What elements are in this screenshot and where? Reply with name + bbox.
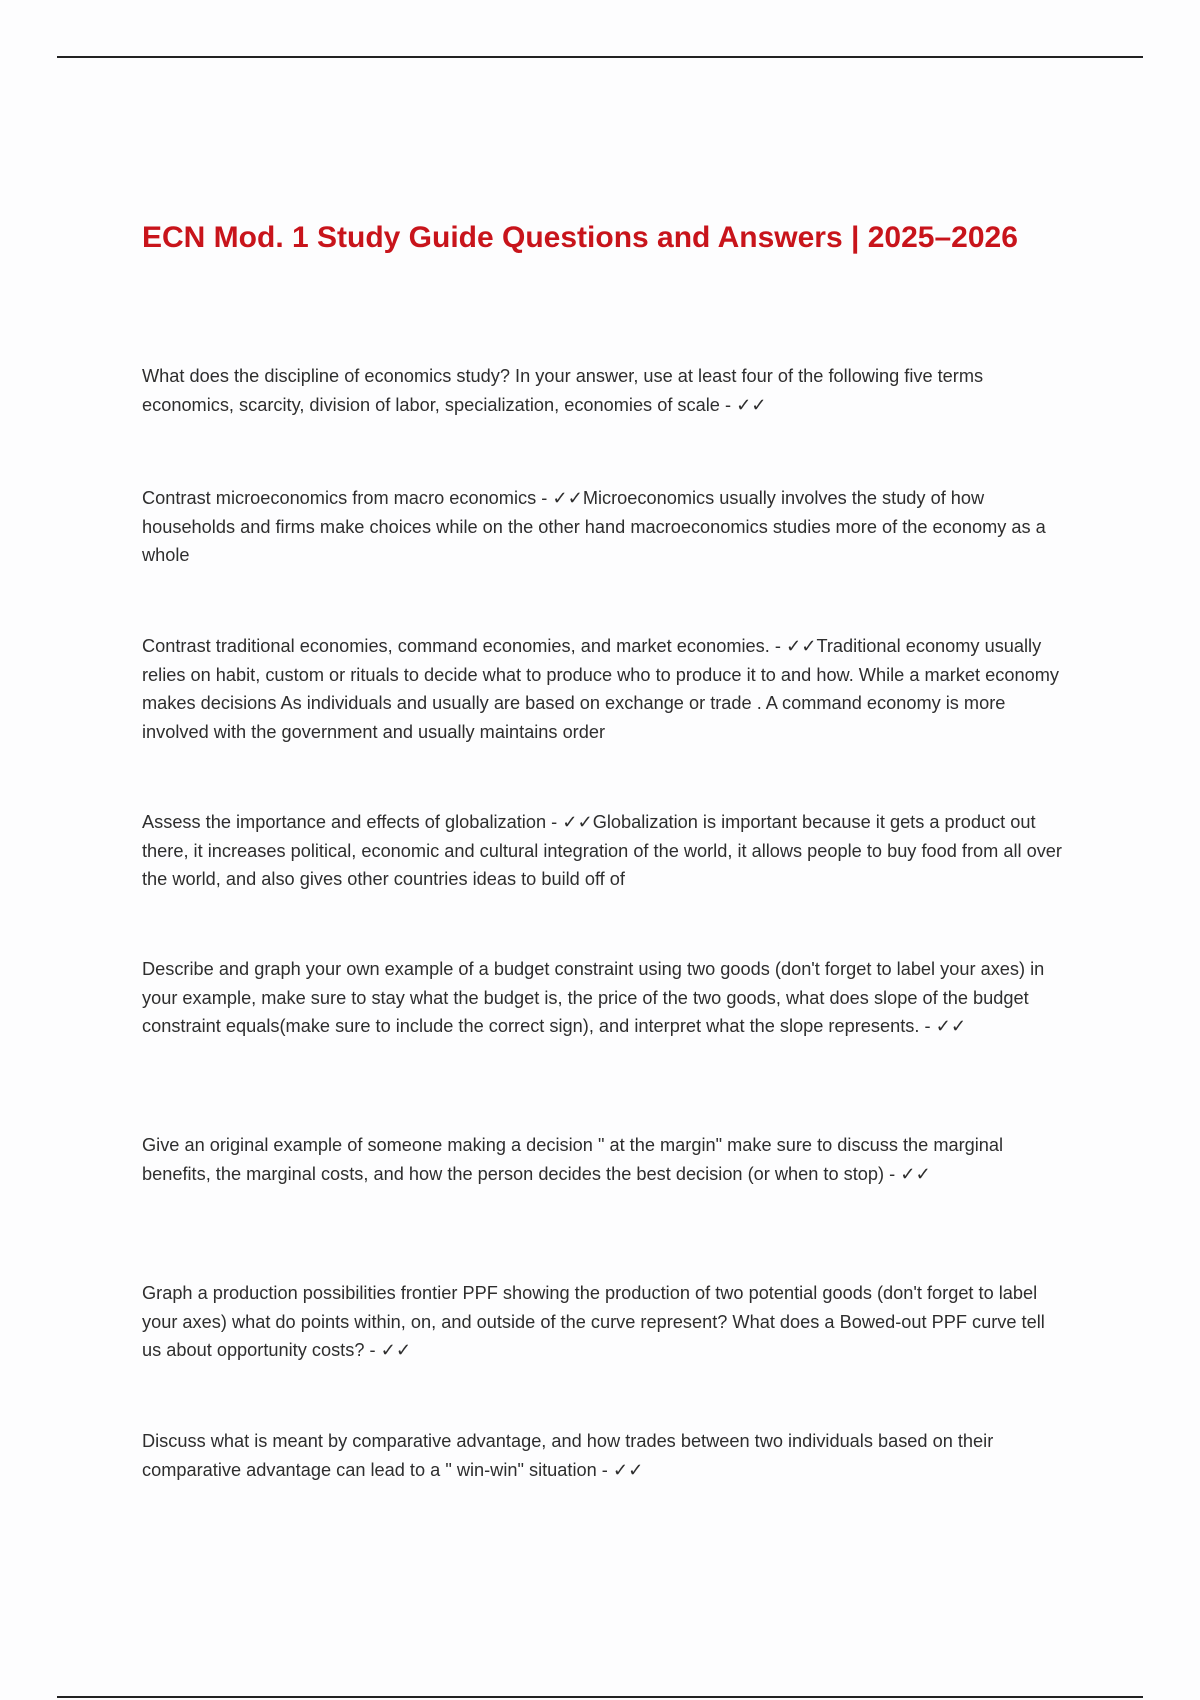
question-text: Discuss what is meant by comparative advantage, and how trades between two individuals based on their comparative advantage can lead to a " win-win" situation xyxy=(142,1431,994,1480)
qa-item xyxy=(142,1279,1067,1365)
question-text: Describe and graph your own example of a budget constraint using two goods (don't forget to label your axes) in your example, make sure to stay what the budget is, the price of the two goods, what does slope of the budget constraint equals(make sure to include the correct sign), and interpret what the slope represents. xyxy=(142,959,1045,1037)
separator: - xyxy=(536,488,553,508)
separator: - xyxy=(719,394,737,415)
answer-text: Globalization is important because it gets a product out there, it increases political, economic and cultural integration of the world, it allows people to buy food from all over the world, and also gives other countries ideas to build off of xyxy=(142,812,1062,890)
qa-item xyxy=(142,955,1067,1041)
question-text: Give an original example of someone making a decision " at the margin" make sure to discuss the marginal benefits, the marginal costs, and how the person decides the best decision (or when to stop) xyxy=(142,1135,1004,1184)
question-text: Graph a production possibilities frontier PPF showing the production of two potential goods (don't forget to label your axes) what do points within, on, and outside of the curve represent? What does a Bowed-out PPF curve tell us about opportunity costs? xyxy=(142,1283,1045,1361)
check-marks: ✓✓ xyxy=(935,1016,967,1037)
qa-item xyxy=(142,632,1067,746)
question-text: What does the discipline of economics study? In your answer, use at least four of the following five terms economics, scarcity, division of labor, specialization, economies of scale xyxy=(142,366,984,415)
question-text: Assess the importance and effects of globalization xyxy=(142,812,547,832)
separator: - xyxy=(364,1340,381,1361)
separator: - xyxy=(546,812,563,832)
check-marks: ✓✓ xyxy=(900,1163,931,1184)
answer-text: Microeconomics usually involves the study of how households and firms make choices while on the other hand macroeconomics studies more of the economy as a whole xyxy=(142,488,1046,566)
separator: - xyxy=(596,1459,613,1480)
check-marks: ✓✓ xyxy=(736,394,767,415)
top-rule xyxy=(57,56,1143,58)
qa-item xyxy=(142,808,1067,894)
separator: - xyxy=(919,1016,936,1037)
answer-text: Traditional economy usually relies on habit, custom or rituals to decide what to produce who to produce it to and how. While a market economy makes decisions As individuals and usually are based on exchange or trade . A command economy is more involved with the government and usually maintains order xyxy=(142,636,1059,742)
qa-item xyxy=(142,362,1067,419)
check-marks: ✓✓ xyxy=(380,1340,412,1361)
check-marks: ✓✓ xyxy=(552,488,583,508)
separator: - xyxy=(884,1163,901,1184)
qa-item xyxy=(142,1131,1067,1188)
question-text: Contrast traditional economies, command economies, and market economies. xyxy=(142,636,770,656)
bottom-rule xyxy=(57,1696,1143,1698)
check-marks: ✓✓ xyxy=(562,812,593,832)
check-marks: ✓✓ xyxy=(612,1459,644,1480)
check-marks: ✓✓ xyxy=(785,636,817,656)
separator: - xyxy=(769,636,786,656)
question-text: Contrast microeconomics from macro economics xyxy=(142,488,537,508)
qa-item xyxy=(142,1427,1067,1484)
qa-item xyxy=(142,484,1067,570)
document-title: ECN Mod. 1 Study Guide Questions and Answers | 2025–2026 xyxy=(142,221,1018,254)
